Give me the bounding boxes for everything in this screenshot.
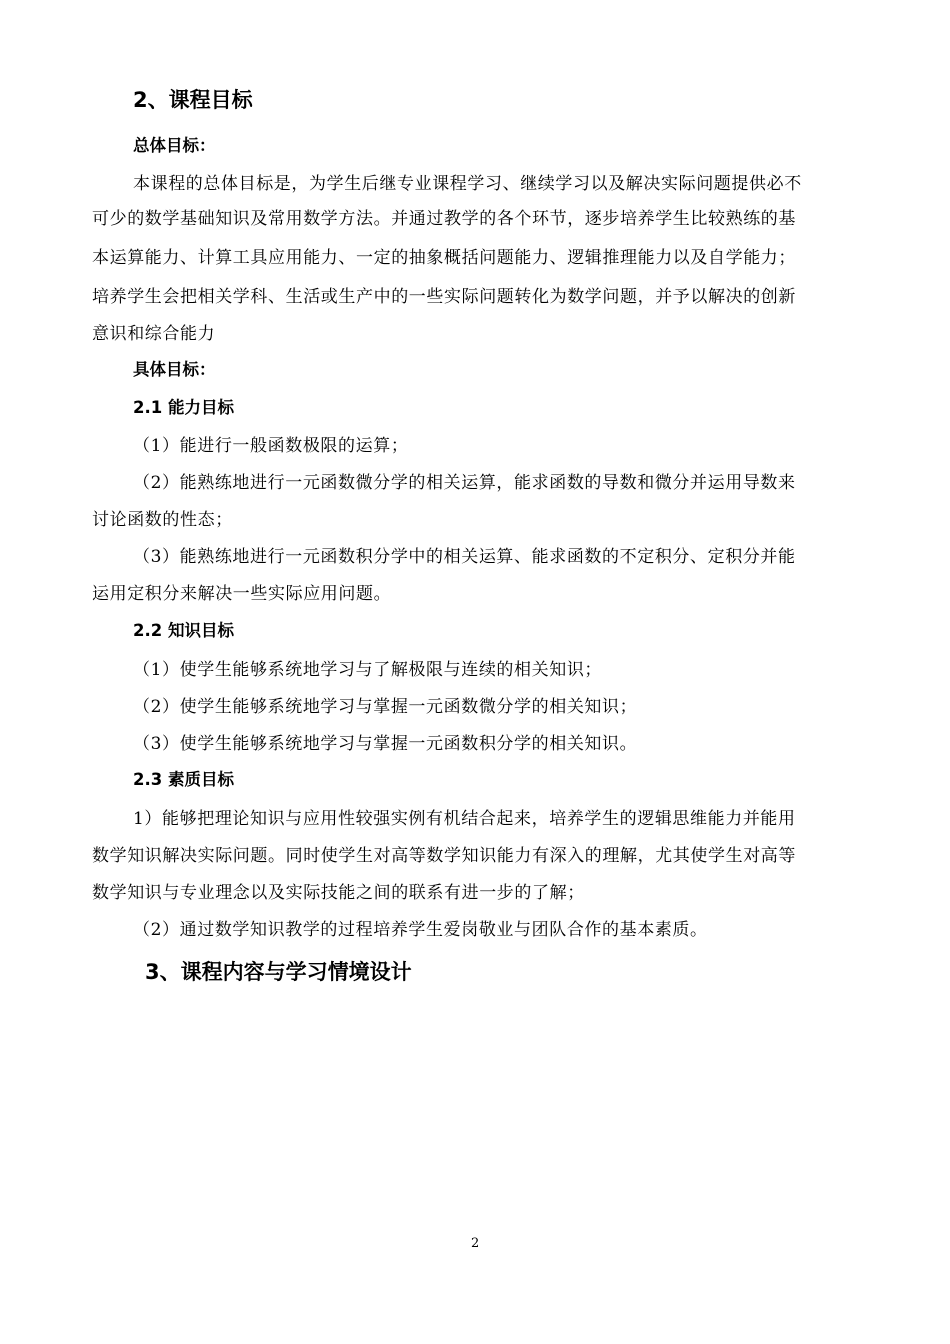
paragraph-line: 意识和综合能力 [92,324,216,344]
section-heading-course-content: 3、课程内容与学习情境设计 [145,960,412,984]
specific-goal-label: 具体目标： [133,360,216,379]
paragraph-line: 1）能够把理论知识与应用性较强实例有机结合起来，培养学生的逻辑思维能力并能用 [133,809,796,829]
paragraph-line: 可少的数学基础知识及常用数学方法。并通过教学的各个环节，逐步培养学生比较熟练的基 [92,209,796,229]
paragraph-line: 数学知识与专业理念以及实际技能之间的联系有进一步的了解； [92,883,585,903]
knowledge-item-2: （2）使学生能够系统地学习与掌握一元函数微分学的相关知识； [133,697,638,717]
paragraph-line: 讨论函数的性态； [92,510,233,530]
page-number: 2 [471,1236,480,1251]
quality-goal-heading: 2.3 素质目标 [133,770,234,789]
paragraph-line: （3）能熟练地进行一元函数积分学中的相关运算、能求函数的不定积分、定积分并能 [133,547,796,567]
paragraph-line: 数学知识解决实际问题。同时使学生对高等数学知识能力有深入的理解，尤其使学生对高等 [92,846,796,866]
quality-item-2: （2）通过数学知识教学的过程培养学生爱岗敬业与团队合作的基本素质。 [133,920,708,940]
paragraph-line: （2）能熟练地进行一元函数微分学的相关运算，能求函数的导数和微分并运用导数来 [133,473,796,493]
knowledge-item-3: （3）使学生能够系统地学习与掌握一元函数积分学的相关知识。 [133,734,638,754]
paragraph-line: 运用定积分来解决一些实际应用问题。 [92,584,392,604]
paragraph-line: 本运算能力、计算工具应用能力、一定的抽象概括问题能力、逻辑推理能力以及自学能力； [92,248,796,268]
paragraph-line: 培养学生会把相关学科、生活或生产中的一些实际问题转化为数学问题，并予以解决的创新 [92,287,796,307]
knowledge-goal-heading: 2.2 知识目标 [133,621,234,640]
paragraph-line: 本课程的总体目标是，为学生后继专业课程学习、继续学习以及解决实际问题提供必不 [133,174,802,194]
section-heading-course-goals: 2、课程目标 [133,88,253,112]
ability-item-1: （1）能进行一般函数极限的运算； [133,436,409,456]
knowledge-item-1: （1）使学生能够系统地学习与了解极限与连续的相关知识； [133,660,603,680]
overall-goal-label: 总体目标： [133,136,216,155]
ability-goal-heading: 2.1 能力目标 [133,398,234,417]
